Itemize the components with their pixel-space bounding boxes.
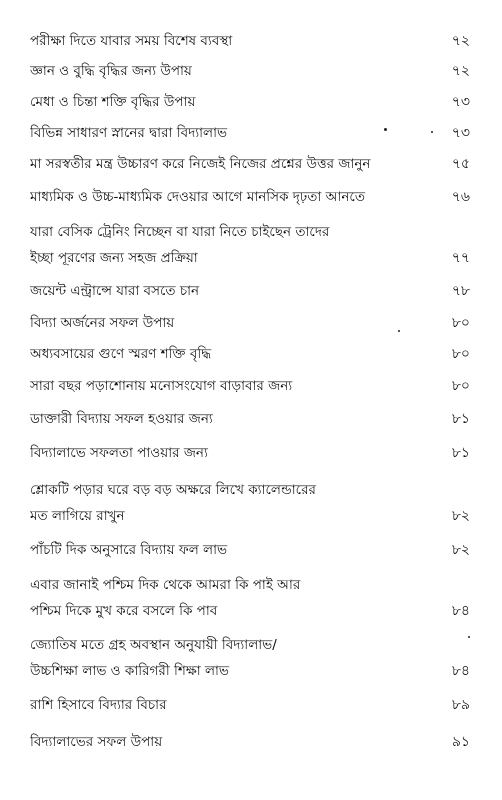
toc-entry-page: ৮২	[451, 542, 470, 558]
toc-entry-title: ইচ্ছা পূরণের জন্য সহজ প্রক্রিয়া	[30, 250, 198, 266]
toc-entry-page: ৮১	[451, 445, 470, 461]
toc-entry	[30, 341, 470, 367]
toc-entry-page: ৭২	[451, 63, 470, 79]
toc-entry-title: বিদ্যা অর্জনের সফল উপায়	[30, 315, 175, 331]
toc-entry	[30, 572, 470, 624]
toc-entry	[30, 729, 470, 755]
toc-entry	[30, 440, 470, 466]
toc-entry-title: পশ্চিম দিকে মুখ করে বসলে কি পাব	[30, 603, 218, 619]
toc-entry-page: ৭৩	[451, 125, 470, 141]
scan-speck	[398, 330, 400, 332]
toc-entry-page: ৭৭	[451, 250, 470, 266]
toc-entry-title: রাশি হিসাবে বিদ্যার বিচার	[30, 697, 167, 713]
toc-entry-title: পরীক্ষা দিতে যাবার সময় বিশেষ ব্যবস্থা	[30, 33, 233, 49]
scan-speck	[431, 131, 433, 133]
toc-entry-title: মত লাগিয়ে রাখুন	[30, 508, 125, 524]
toc-entry-title: বিদ্যালাভের সফল উপায়	[30, 734, 163, 750]
toc-entry-title: মা সরস্বতীর মন্ত্র উচ্চারণ করে নিজেই নিজের প্রশ্নের উত্তর জানুন	[30, 156, 371, 172]
toc-entry	[30, 120, 470, 146]
toc-entry-page: ৭৮	[451, 283, 470, 299]
toc-entry	[30, 58, 470, 84]
toc-entry-title: মেধা ও চিন্তা শক্তি বৃদ্ধির উপায়	[30, 94, 196, 110]
toc-entry-title: জয়েন্ট এন্ট্রান্সে যারা বসতে চান	[30, 283, 200, 299]
toc-entry	[30, 477, 470, 529]
toc-entry	[30, 219, 470, 271]
toc-entry-page: ৮১	[451, 411, 470, 427]
scan-speck	[468, 636, 470, 638]
toc-entry-page: ৭২	[451, 33, 470, 49]
toc-entry	[30, 632, 470, 684]
toc-entry-title: জ্যোতিষ মতে গ্রহ অবস্থান অনুযায়ী বিদ্যালাভ/	[30, 637, 277, 653]
toc-entry-page: ৭৩	[451, 94, 470, 110]
toc-entry	[30, 373, 470, 399]
toc-entry-title: সারা বছর পড়াশোনায় মনোসংযোগ বাড়াবার জন্য	[30, 378, 293, 394]
toc-entry-title: জ্ঞান ও বুদ্ধি বৃদ্ধির জন্য উপায়	[30, 63, 192, 79]
toc-entry-title: ডাক্তারী বিদ্যায় সফল হওয়ার জন্য	[30, 411, 213, 427]
toc-entry	[30, 89, 470, 115]
toc-entry	[30, 278, 470, 304]
toc-entry-title: মাধ্যমিক ও উচ্চ-মাধ্যমিক দেওয়ার আগে মানসিক দৃঢ়তা আনতে	[30, 189, 365, 205]
toc-entry-page: ৮৯	[451, 697, 470, 713]
toc-entry-page: ৮০	[451, 315, 470, 331]
toc-entry	[30, 151, 470, 177]
toc-entry-page: ৮০	[451, 346, 470, 362]
toc-entry-title: পাঁচটি দিক অনুসারে বিদ্যায় ফল লাভ	[30, 542, 228, 558]
toc-entry-title: বিদ্যালাভে সফলতা পাওয়ার জন্য	[30, 445, 208, 461]
toc-entry-title: শ্লোকটি পড়ার ঘরে বড় বড় অক্ষরে লিখে ক্যালেন্ডারের	[30, 482, 316, 498]
toc-entry-page: ৮০	[451, 378, 470, 394]
toc-entry-page: ৭৫	[451, 156, 470, 172]
toc-entry	[30, 692, 470, 718]
toc-entry-page: ৭৬	[451, 189, 470, 205]
toc-entry-title: উচ্চশিক্ষা লাভ ও কারিগরী শিক্ষা লাভ	[30, 663, 229, 679]
toc-entry	[30, 406, 470, 432]
toc-entry	[30, 537, 470, 563]
toc-entry-page: ৯১	[451, 734, 470, 750]
toc-entry-title: এবার জানাই পশ্চিম দিক থেকে আমরা কি পাই আর	[30, 577, 301, 593]
toc-entry-title: যারা বেসিক ট্রেনিং নিচ্ছেন বা যারা নিতে চাইছেন তাদের	[30, 224, 330, 240]
toc-entry-title: বিভিন্ন সাধারণ স্নানের দ্বারা বিদ্যালাভ	[30, 125, 228, 141]
toc-entry-title: অধ্যবসায়ের গুণে স্মরণ শক্তি বৃদ্ধি	[30, 346, 212, 362]
toc-entry-page: ৮৪	[451, 663, 470, 679]
toc-entry-page: ৮২	[451, 508, 470, 524]
toc-entry-page: ৮৪	[451, 603, 470, 619]
scan-speck	[384, 128, 387, 131]
toc-entry	[30, 184, 470, 210]
toc-entry	[30, 28, 470, 54]
toc-entry	[30, 310, 470, 336]
